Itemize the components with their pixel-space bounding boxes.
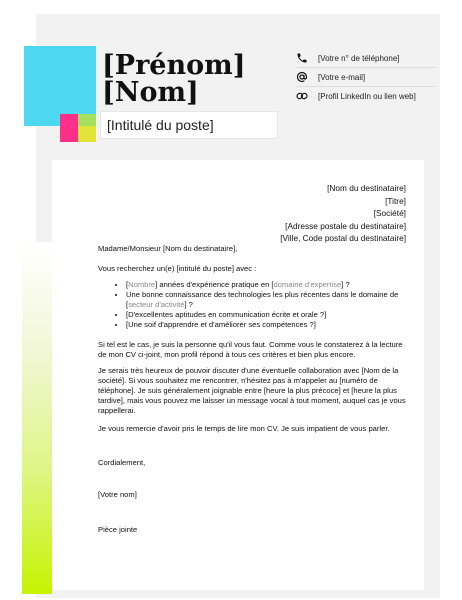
salutation: Madame/Monsieur [Nom du destinataire], [98, 244, 238, 253]
applicant-name [102, 52, 245, 106]
list-item: • [Une soif d'apprendre et d'améliorer ses compétences ?] [126, 320, 410, 330]
contact-linkedin [296, 87, 416, 105]
list-item: • [D'excellentes aptitudes en communication écrite et orale ?] [126, 310, 410, 320]
phone-icon [296, 52, 308, 64]
letter-body [52, 160, 424, 590]
green-accent-block [78, 114, 96, 126]
attachment-note: Pièce jointe [98, 525, 138, 534]
phone-text: [Votre n° de téléphone] [318, 53, 400, 63]
at-sign-icon [296, 71, 308, 83]
gradient-accent-strip [22, 242, 52, 594]
closing: Cordialement, [98, 458, 146, 467]
intro-paragraph: Vous recherchez un(e) [intitulé du poste] avec : [98, 264, 257, 273]
job-title: [Intitulé du poste] [107, 117, 214, 133]
recipient-address: [Adresse postale du destinataire] [285, 220, 406, 231]
paragraph-thanks: Je vous remercie d'avoir pris le temps de lire mon CV. Je suis impatient de vous parler. [98, 424, 390, 433]
recipient-name: [Nom du destinataire] [327, 183, 406, 193]
paragraph-contact: Je serais très heureux de pouvoir discuter d'une éventuelle collaboration avec [Nom de la société]. Si vous souhaitez me rencontrer, n'hésitez pas à m'appeler au [numéro de téléphone]. Je suis généralement joignable entre [heure la plus précoce] et [heure la plus tardive], mais vous pouvez me laisser un message vocal à tout moment, auquel cas je vous rappellerai. [98, 366, 406, 415]
recipient-city: [Ville, Code postal du destinataire] [280, 233, 406, 244]
list-item: • [Nombre] années d'expérience pratique en [domaine d'expertise] ? [126, 280, 410, 290]
linkedin-text: [Profil LinkedIn ou lien web] [318, 91, 416, 101]
last-name: [Nom] [102, 77, 199, 108]
job-title-box [100, 111, 278, 139]
first-name: [Prénom] [102, 50, 246, 81]
paragraph-fit: Si tel est le cas, je suis la personne qu'il vous faut. Comme vous le constaterez à la lecture de mon CV ci-joint, mon profil répond à tous ces critères et bien plus encore. [98, 340, 403, 359]
contact-phone [296, 49, 399, 67]
link-icon [296, 90, 308, 102]
list-item: • Une bonne connaissance des technologies les plus récentes dans le domaine de [secteur d'activité] ? [126, 290, 410, 310]
email-text: [Votre e-mail] [318, 72, 366, 82]
recipient-block [280, 182, 406, 245]
qualification-list [98, 280, 410, 330]
signature: [Votre nom] [98, 490, 137, 499]
recipient-company: [Société] [373, 208, 406, 219]
recipient-title: [Titre] [385, 195, 406, 206]
contact-email [296, 68, 365, 86]
